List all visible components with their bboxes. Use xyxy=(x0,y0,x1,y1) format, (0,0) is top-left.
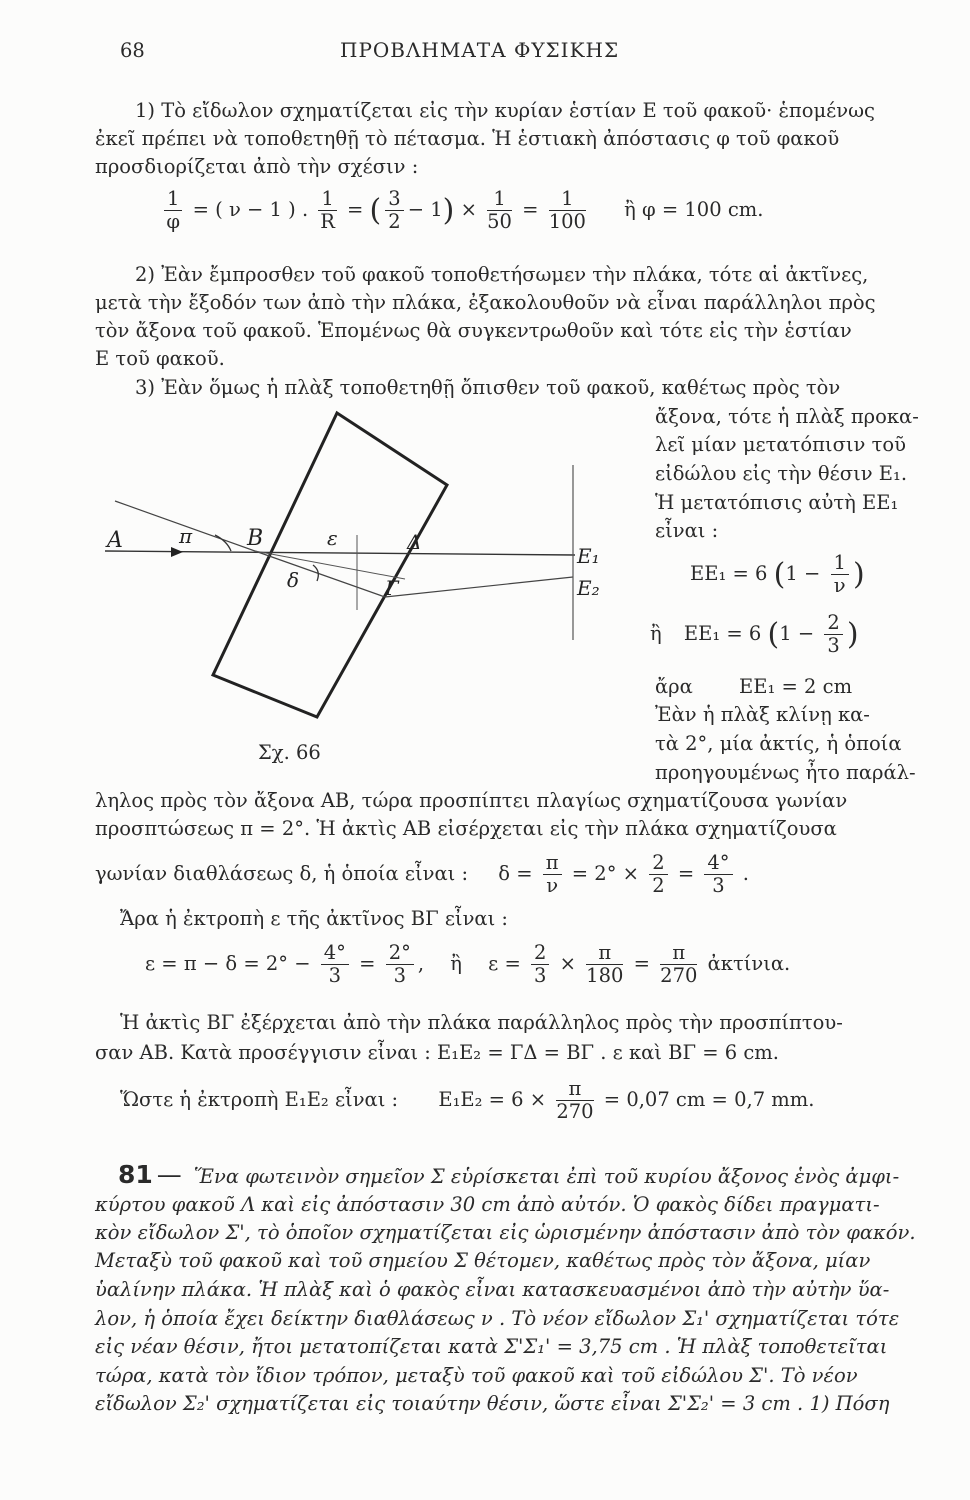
text-line: μετὰ τὴν ἔξοδόν των ἀπὸ τὴν πλάκα, ἐξακολουθοῦν νὰ εἶναι παράλληλοι πρὸς xyxy=(95,291,876,314)
equation-text: = 0,07 cm = 0,7 mm. xyxy=(603,1088,815,1111)
denominator: ν xyxy=(546,874,559,897)
focal-length-equation: $\frac{1}{\varphi}$ = ( ν − 1 ) . $\frac{1}{R}$ = ( $\frac{3}{2}$ − 1) × $\frac{1}{50}$ = $\frac{1}{100}$ ἢ φ = 100 cm. xyxy=(160,188,763,233)
numerator: 1 xyxy=(831,552,849,575)
equation-text: = ( ν − 1 ) . xyxy=(192,198,309,221)
text-line: Ἄρα ἡ ἐκτροπὴ ε τῆς ἀκτῖνος ΒΓ εἶναι : xyxy=(120,907,509,930)
problem-number: 81 xyxy=(118,1160,153,1189)
equation-shift: ΕΕ₁ = 6 (1 − $\frac{1}{\nu}$ ) xyxy=(690,551,865,597)
equation-epsilon xyxy=(145,942,790,987)
text-line: ὑαλίνην πλάκα. Ἡ πλὰξ καὶ ὁ φακὸς εἶναι κατασκευασμένοι ἀπὸ τὴν αὐτὴν ὕα- xyxy=(95,1278,890,1301)
equals-sign: = xyxy=(677,862,695,885)
equation-text: ε = π − δ = 2° − xyxy=(145,952,311,975)
label-E2: Ε₂ xyxy=(577,576,600,600)
text-line: προσπτώσεως π = 2°. Ἡ ἀκτὶς ΑΒ εἰσέρχεται εἰς τὴν πλάκα σχηματίζουσα xyxy=(95,817,837,840)
text-line: σαν ΑΒ. Κατὰ προσέγγισιν εἶναι : Ε₁Ε₂ = ΓΔ = ΒΓ . ε καὶ ΒΓ = 6 cm. xyxy=(95,1041,779,1064)
equation-text: 1 − xyxy=(785,562,821,585)
denominator: 270 xyxy=(660,964,698,987)
text-line: ἐκεῖ πρέπει νὰ τοποθετηθῇ τὸ πέτασμα. Ἡ ἑστιακὴ ἀπόστασις φ τοῦ φακοῦ xyxy=(95,127,840,150)
equation-text: ἢ xyxy=(450,952,462,975)
text-line: Ἡ μετατόπισις αὐτὴ ΕΕ₁ xyxy=(655,491,899,514)
numerator: π xyxy=(586,942,623,965)
equation-text: Ὥστε ἡ ἐκτροπὴ Ε₁Ε₂ εἶναι : xyxy=(120,1088,399,1111)
figure-66 xyxy=(95,405,625,785)
numerator: π xyxy=(556,1078,593,1101)
text-line: εἶναι : xyxy=(655,519,719,542)
equation-text: − 1 xyxy=(407,198,443,221)
numerator: 1 xyxy=(164,188,182,211)
equation-text: δ = xyxy=(498,862,533,885)
text-line: τὰ 2°, μία ἀκτίς, ἡ ὁποία xyxy=(655,732,902,755)
normal-line xyxy=(255,551,405,579)
text-line: εἰδώλου εἰς τὴν θέσιν Ε₁. xyxy=(655,462,908,485)
text-line: εἴδωλον Σ₂' σχηματίζεται εἰς τοιαύτην θέσιν, ὥστε εἶναι Σ'Σ₂' = 3 cm . 1) Πόση xyxy=(95,1392,890,1415)
numerator: 4° xyxy=(704,852,732,875)
denominator: R xyxy=(320,210,335,233)
equation-text: 1 − xyxy=(779,622,815,645)
figure-caption: Σχ. 66 xyxy=(258,741,321,764)
text-line: Ἡ ἀκτὶς ΒΓ ἐξέρχεται ἀπὸ τὴν πλάκα παράλληλος πρὸς τὴν προσπίπτου- xyxy=(120,1011,843,1034)
denominator: 100 xyxy=(548,210,586,233)
equation-text: = 2° × xyxy=(571,862,639,885)
text-line: λον, ἡ ὁποία ἔχει δείκτην διαθλάσεως ν . Τὸ νέον εἴδωλον Σ₁' σχηματίζεται τότε xyxy=(95,1307,900,1330)
text-line: κὸν εἴδωλον Σ', τὸ ὁποῖον σχηματίζεται εἰς ὡρισμένην ἀπόστασιν ἀπὸ τὸν φακόν. xyxy=(95,1221,916,1244)
text-line: Ε τοῦ φακοῦ. xyxy=(95,347,225,370)
equation-text: ἄρα xyxy=(655,675,693,698)
equation-text: ΕΕ₁ = 2 cm xyxy=(739,675,853,698)
equation-text: ἀκτίνια. xyxy=(707,952,791,975)
text-line: λεῖ μίαν μετατόπισιν τοῦ xyxy=(655,433,906,456)
dash: — xyxy=(156,1160,182,1189)
equation-text: γωνίαν διαθλάσεως δ, ἡ ὁποία εἶναι : xyxy=(95,862,469,885)
text-line: εἰς νέαν θέσιν, ἤτοι μετατοπίζεται κατὰ Σ'Σ₁' = 3,75 cm . Ἡ πλὰξ τοποθετεῖται xyxy=(95,1335,888,1358)
label-Gamma: Γ xyxy=(385,576,399,600)
numerator: 2° xyxy=(386,942,414,965)
text-line: 2) Ἐὰν ἔμπροσθεν τοῦ φακοῦ τοποθετήσωμεν τὴν πλάκα, τότε αἱ ἀκτῖνες, xyxy=(135,263,869,286)
text-line: προσδιορίζεται ἀπὸ τὴν σχέσιν : xyxy=(95,155,419,178)
denominator: ν xyxy=(833,574,846,597)
equals-sign: = xyxy=(347,198,364,221)
numerator: 1 xyxy=(318,188,336,211)
arrow-head-icon xyxy=(171,547,183,557)
numerator: 3 xyxy=(385,188,403,211)
numerator: 2 xyxy=(824,612,842,635)
page-number: 68 xyxy=(120,39,145,62)
text-line: ἄξονα, τότε ἡ πλὰξ προκα- xyxy=(655,405,919,428)
denominator: 3 xyxy=(827,634,840,657)
label-E1: Ε₁ xyxy=(577,544,600,568)
equation-shift-result xyxy=(655,674,852,699)
equation-shift-value: ἢ ΕΕ₁ = 6 (1 − $\frac{2}{3}$ ) xyxy=(650,611,859,657)
equation-text: ΕΕ₁ = 6 xyxy=(683,622,762,645)
equation-text: Ε₁Ε₂ = 6 × xyxy=(438,1088,547,1111)
numerator: 1 xyxy=(487,188,512,211)
equals-sign: = xyxy=(359,952,376,975)
text-line: τὸν ἄξονα τοῦ φακοῦ. Ἑπομένως θὰ συγκεντρωθοῦν καὶ τότε εἰς τὴν ἑστίαν xyxy=(95,319,852,342)
label-B: Β xyxy=(247,526,264,551)
times-sign: × xyxy=(559,952,576,975)
denominator: φ xyxy=(166,210,181,233)
text-line: ληλος πρὸς τὸν ἄξονα ΑΒ, τώρα προσπίπτει πλαγίως σχηματίζουσα γωνίαν xyxy=(95,789,848,812)
denominator: 3 xyxy=(712,874,725,897)
numerator: 2 xyxy=(531,942,549,965)
equation-text: ἢ xyxy=(650,622,662,645)
numerator: π xyxy=(543,852,562,875)
times-sign: × xyxy=(460,198,477,221)
equation-text: , xyxy=(417,952,425,975)
label-epsilon: ε xyxy=(327,526,338,550)
numerator: 2 xyxy=(649,852,667,875)
text-line: Μεταξὺ τοῦ φακοῦ καὶ τοῦ σημείου Σ θέτομεν, καθέτως πρὸς τὸν ἄξονα, μίαν xyxy=(95,1249,871,1272)
label-pi: π xyxy=(179,524,193,548)
text-line: Ἕνα φωτεινὸν σημεῖον Σ εὑρίσκεται ἐπὶ τοῦ κυρίου ἄξονος ἑνὸς ἀμφι- xyxy=(193,1165,900,1188)
problem-first-line xyxy=(118,1162,899,1189)
equation-text: ΕΕ₁ = 6 xyxy=(690,562,768,585)
text-line: 1) Τὸ εἴδωλον σχηματίζεται εἰς τὴν κυρίαν ἑστίαν Ε τοῦ φακοῦ· ἑπομένως xyxy=(135,99,875,122)
page-title: ΠΡΟΒΛΗΜΑΤΑ ΦΥΣΙΚΗΣ xyxy=(340,38,620,62)
refracted-ray xyxy=(255,551,385,597)
denominator: 50 xyxy=(487,210,512,233)
emergent-ray xyxy=(385,577,573,597)
label-delta-small: δ xyxy=(287,568,300,592)
denominator: 3 xyxy=(328,964,342,987)
equation-text: ε = xyxy=(488,952,521,975)
label-Delta: Δ xyxy=(407,530,422,554)
numerator: 4° xyxy=(321,942,349,965)
part3-intro: 3) Ἐὰν ὅμως ἡ πλὰξ τοποθετηθῇ ὄπισθεν τοῦ φακοῦ, καθέτως πρὸς τὸν xyxy=(135,376,841,399)
denominator: 180 xyxy=(586,964,624,987)
denominator: 270 xyxy=(556,1100,594,1123)
equation-text: . xyxy=(742,862,749,885)
equation-final xyxy=(120,1078,814,1123)
denominator: 3 xyxy=(534,964,547,987)
equals-sign: = xyxy=(522,198,539,221)
denominator: 3 xyxy=(393,964,406,987)
denominator: 2 xyxy=(388,210,401,233)
text-line: τώρα, κατὰ τὸν ἴδιον τρόπον, μεταξὺ τοῦ φακοῦ καὶ τοῦ εἰδώλου Σ'. Τὸ νέον xyxy=(95,1364,858,1387)
equation-delta xyxy=(95,852,749,897)
equation-result: ἢ φ = 100 cm. xyxy=(624,198,764,221)
numerator: 1 xyxy=(549,188,586,211)
text-line: Ἐὰν ἡ πλὰξ κλίνῃ κα- xyxy=(655,703,870,726)
equals-sign: = xyxy=(633,952,650,975)
label-A: Α xyxy=(107,528,123,553)
text-line: προηγουμένως ἦτο παράλ- xyxy=(655,761,916,784)
numerator: π xyxy=(660,942,697,965)
denominator: 2 xyxy=(652,874,665,897)
text-line: κύρτου φακοῦ Λ καὶ εἰς ἀπόστασιν 30 cm ἀπὸ αὐτόν. Ὁ φακὸς δίδει πραγματι- xyxy=(95,1193,880,1216)
